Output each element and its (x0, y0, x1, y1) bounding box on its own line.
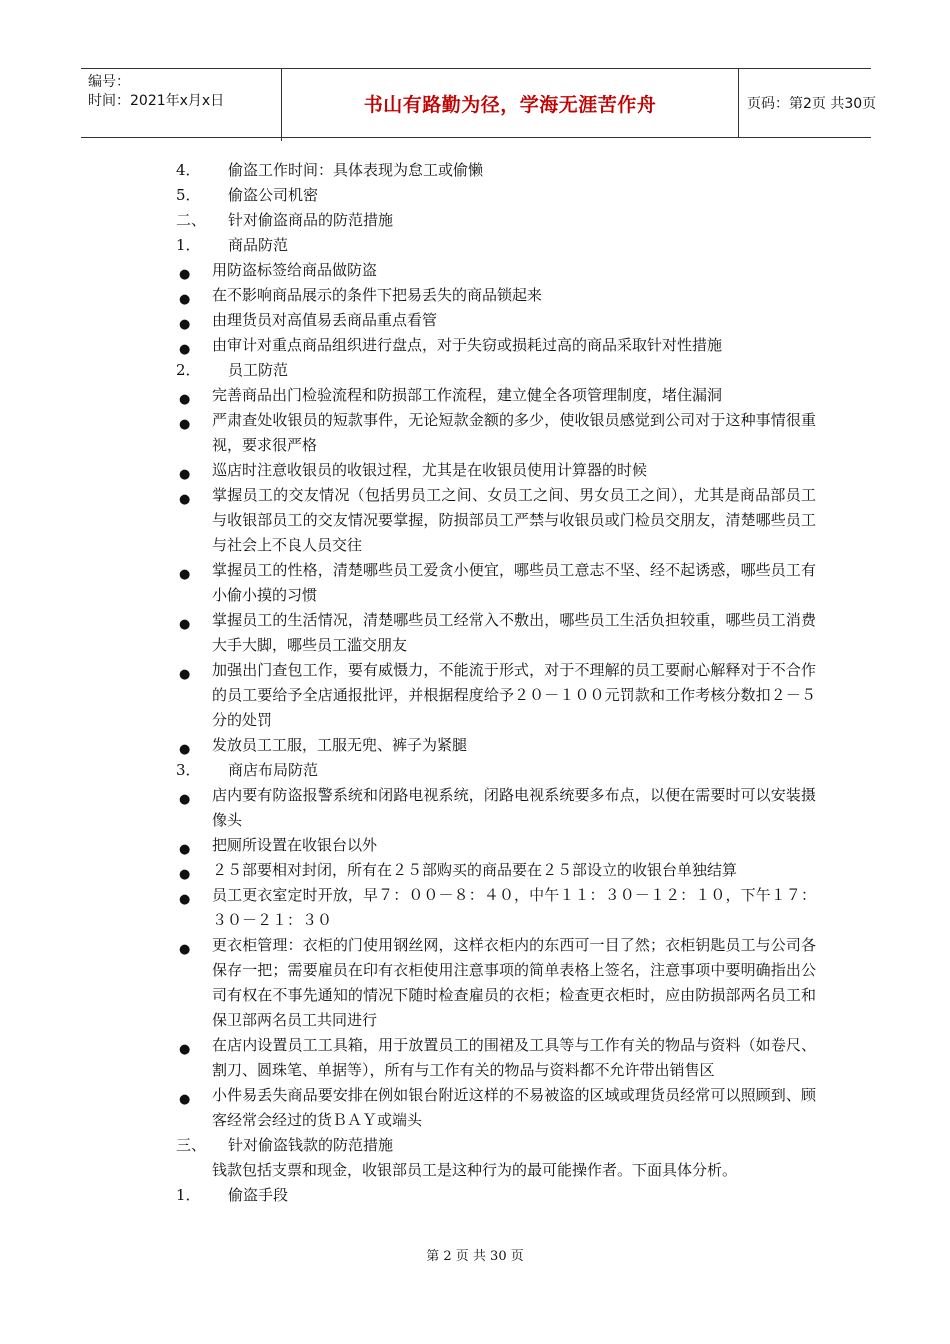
section-heading (176, 208, 816, 233)
heading-number: 三、 (176, 1136, 207, 1154)
bullet-item (176, 383, 816, 408)
bullet-text: 由理货员对高值易丢商品重点看管 (212, 311, 438, 329)
heading-text: 商品防范 (228, 236, 289, 254)
bullet-item (176, 1083, 816, 1133)
bullet-item (176, 783, 816, 833)
bullet-item (176, 558, 816, 608)
heading-number: 1． (176, 1186, 201, 1204)
bullet-text: 更衣柜管理：衣柜的门使用钢丝网，这样衣柜内的东西可一目了然；衣柜钥匙员工与公司各保存一把；需要雇员在印有衣柜使用注意事项的简单表格上签名，注意事项中要明确指出公司有权在不事先通知的情况下随时检查雇员的衣柜；检查更衣柜时，应由防损部两名员工和保卫部两名员工共同进行 (212, 936, 816, 1029)
heading-number: 4． (176, 161, 201, 179)
bullet-item (176, 733, 816, 758)
heading-number: 3． (176, 761, 201, 779)
page-header (81, 68, 877, 138)
bullet-dot-icon: ● (179, 1092, 191, 1107)
numbered-heading (176, 158, 816, 183)
bullet-item (176, 283, 816, 308)
bullet-dot-icon: ● (179, 942, 191, 957)
bullet-text: 店内要有防盗报警系统和闭路电视系统，闭路电视系统要多布点，以便在需要时可以安装摄像头 (212, 786, 816, 829)
bullet-dot-icon: ● (179, 667, 191, 682)
bullet-text: 员工更衣室定时开放，早７：００－８：４０，中午１１：３０－１２：１０，下午１７：３０－２１：３０ (212, 886, 816, 929)
bullet-dot-icon: ● (179, 617, 191, 632)
bullet-text: 在不影响商品展示的条件下把易丢失的商品锁起来 (212, 286, 543, 304)
header-motto: 书山有路勤为径，学海无涯苦作舟 (282, 69, 739, 137)
bullet-text: 用防盗标签给商品做防盗 (212, 261, 378, 279)
bullet-item (176, 933, 816, 1033)
bullet-item (176, 1033, 816, 1083)
bullet-item (176, 658, 816, 733)
bullet-dot-icon: ● (179, 842, 191, 857)
bullet-dot-icon: ● (179, 267, 191, 282)
bullet-dot-icon: ● (179, 867, 191, 882)
document-body (176, 158, 816, 1208)
time-label: 时间：2021年x月x日 (88, 93, 225, 109)
bullet-text: 掌握员工的交友情况（包括男员工之间、女员工之间、男女员工之间），尤其是商品部员工与收银部员工的交友情况要掌握，防损部员工严禁与收银员或门检员交朋友，清楚哪些员工与社会上不良人员交往 (212, 486, 816, 554)
bullet-item (176, 483, 816, 558)
header-meta-cell (81, 69, 282, 141)
bullet-dot-icon: ● (179, 567, 191, 582)
bullet-dot-icon: ● (179, 1042, 191, 1057)
bullet-dot-icon: ● (179, 392, 191, 407)
page-footer: 第 2 页 共 30 页 (426, 1249, 524, 1264)
header-page-info: 页码：第2页 共30页 (747, 96, 877, 112)
bullet-dot-icon: ● (179, 292, 191, 307)
code-label: 编号： (88, 74, 130, 90)
bullet-text: 巡店时注意收银员的收银过程，尤其是在收银员使用计算器的时候 (212, 461, 648, 479)
numbered-heading (176, 758, 816, 783)
heading-number: 二、 (176, 211, 207, 229)
heading-text: 商店布局防范 (228, 761, 319, 779)
bullet-dot-icon: ● (179, 792, 191, 807)
bullet-item (176, 408, 816, 458)
bullet-text: 严肃查处收银员的短款事件，无论短款金额的多少，使收银员感觉到公司对于这种事情很重视，要求很严格 (212, 411, 816, 454)
numbered-heading (176, 1183, 816, 1208)
heading-text: 员工防范 (228, 361, 289, 379)
numbered-heading (176, 358, 816, 383)
bullet-text: 在店内设置员工工具箱，用于放置员工的围裙及工具等与工作有关的物品与资料（如卷尺、割刀、圆珠笔、单据等），所有与工作有关的物品与资料都不允许带出销售区 (212, 1036, 816, 1079)
heading-number: 1． (176, 236, 201, 254)
bullet-dot-icon: ● (179, 467, 191, 482)
bullet-dot-icon: ● (179, 492, 191, 507)
heading-text: 偷盗公司机密 (228, 186, 319, 204)
bullet-text: 掌握员工的生活情况，清楚哪些员工经常入不敷出，哪些员工生活负担较重，哪些员工消费大手大脚，哪些员工滥交朋友 (212, 611, 816, 654)
bullet-text: 发放员工工服，工服无兜、裤子为紧腿 (212, 736, 468, 754)
heading-text: 偷盗工作时间：具体表现为怠工或偷懒 (228, 161, 484, 179)
heading-number: 5． (176, 186, 201, 204)
heading-number: 2． (176, 361, 201, 379)
bullet-dot-icon: ● (179, 742, 191, 757)
bullet-text: 加强出门查包工作，要有威慑力，不能流于形式，对于不理解的员工要耐心解释对于不合作的员工要给予全店通报批评，并根据程度给予２０－１００元罚款和工作考核分数扣２－５分的处罚 (212, 661, 816, 729)
bullet-text: 完善商品出门检验流程和防损部工作流程，建立健全各项管理制度，堵住漏洞 (212, 386, 723, 404)
bullet-text: 掌握员工的性格，清楚哪些员工爱贪小便宜，哪些员工意志不坚、经不起诱惑，哪些员工有小偷小摸的习惯 (212, 561, 816, 604)
bullet-item (176, 258, 816, 283)
heading-text: 偷盗手段 (228, 1186, 289, 1204)
numbered-heading (176, 233, 816, 258)
bullet-item (176, 608, 816, 658)
bullet-dot-icon: ● (179, 317, 191, 332)
bullet-item (176, 458, 816, 483)
bullet-text: ２５部要相对封闭，所有在２５部购买的商品要在２５部设立的收银台单独结算 (212, 861, 738, 879)
bullet-dot-icon: ● (179, 342, 191, 357)
section-heading (176, 1133, 816, 1158)
heading-text: 针对偷盗钱款的防范措施 (228, 1136, 394, 1154)
bullet-item (176, 833, 816, 858)
bullet-text: 把厕所设置在收银台以外 (212, 836, 378, 854)
bullet-text: 由审计对重点商品组织进行盘点，对于失窃或损耗过高的商品采取针对性措施 (212, 336, 723, 354)
numbered-heading (176, 183, 816, 208)
paragraph: 钱款包括支票和现金，收银部员工是这种行为的最可能操作者。下面具体分析。 (212, 1161, 738, 1179)
heading-text: 针对偷盗商品的防范措施 (228, 211, 394, 229)
bullet-item (176, 308, 816, 333)
bullet-item (176, 883, 816, 933)
bullet-item (176, 858, 816, 883)
bullet-dot-icon: ● (179, 417, 191, 432)
bullet-text: 小件易丢失商品要安排在例如银台附近这样的不易被盗的区域或理货员经常可以照顾到、顾客经常会经过的货ＢＡＹ或端头 (212, 1086, 816, 1129)
bullet-item (176, 333, 816, 358)
bullet-dot-icon: ● (179, 892, 191, 907)
